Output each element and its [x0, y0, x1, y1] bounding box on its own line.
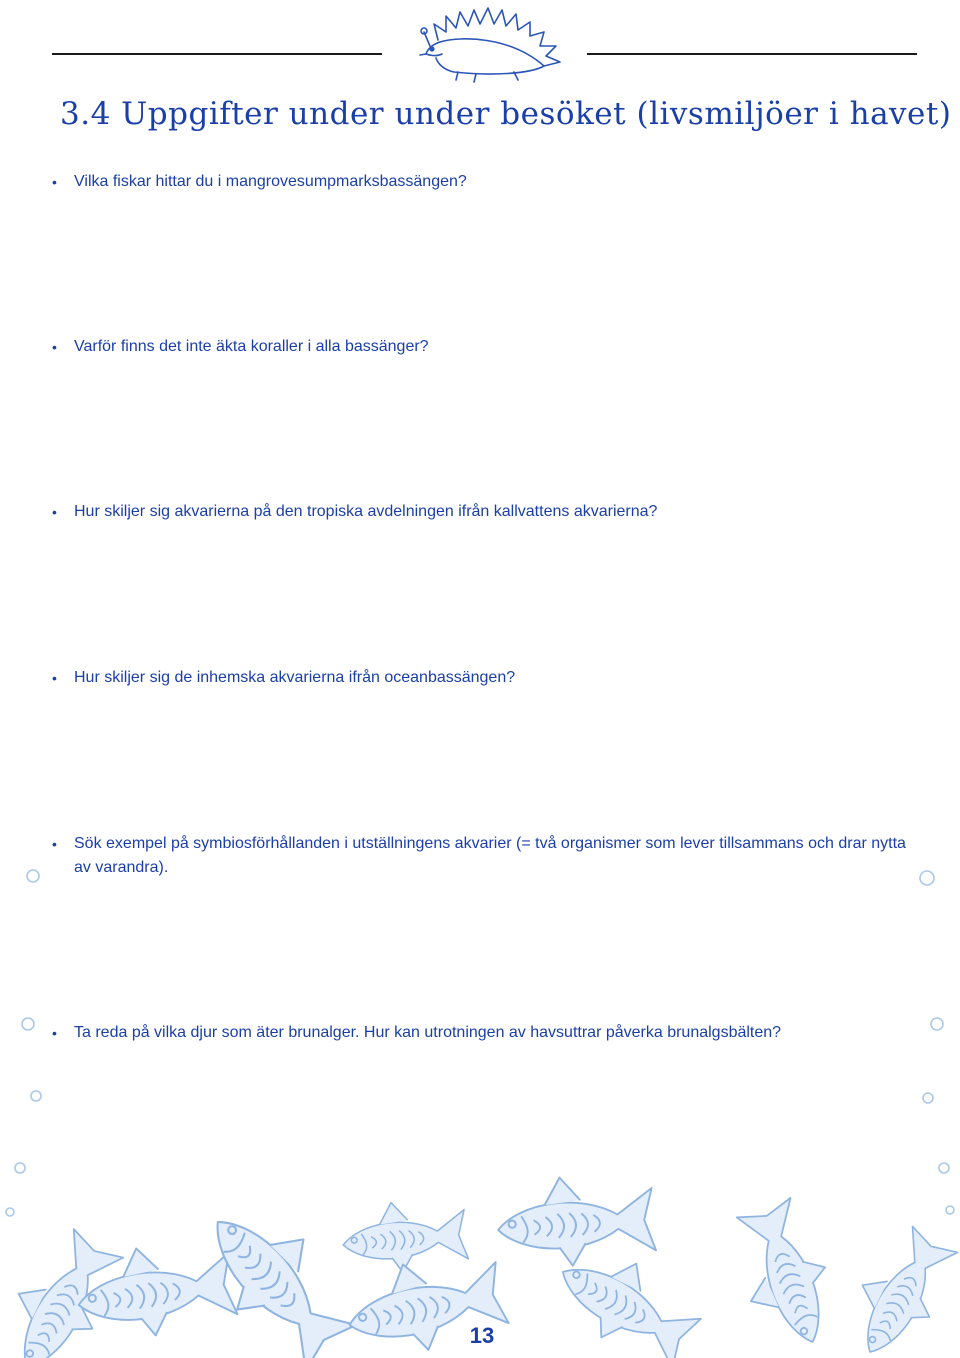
- hedgehog-icon: [410, 2, 570, 84]
- question-text: Hur skiljer sig akvarierna på den tropiska avdelningen ifrån kallvattens akvarierna?: [74, 503, 658, 520]
- question-item-1: [52, 170, 912, 194]
- bullet-icon: •: [52, 836, 57, 852]
- header-rule-left: [52, 53, 382, 55]
- fish-decoration: [0, 840, 960, 1358]
- page-title: 3.4 Uppgifter under under besöket (livsmiljöer i havet): [60, 96, 952, 132]
- question-text: Ta reda på vilka djur som äter brunalger. Hur kan utrotningen av havsuttrar påverka brunalgsbälten?: [74, 1024, 782, 1041]
- bullet-icon: •: [52, 504, 57, 520]
- bullet-icon: •: [52, 670, 57, 686]
- fish-icon: [495, 1171, 657, 1270]
- question-text: Vilka fiskar hittar du i mangrovesumpmarksbassängen?: [74, 173, 467, 190]
- header-rule-right: [587, 53, 917, 55]
- bullet-icon: •: [52, 1025, 57, 1041]
- page-number: 13: [469, 1323, 495, 1348]
- question-text: Hur skiljer sig de inhemska akvarierna ifrån oceanbassängen?: [74, 669, 516, 686]
- question-item-2: [52, 335, 912, 359]
- fish-icon: [722, 1195, 847, 1357]
- question-item-4: [52, 666, 912, 690]
- fish-icon: [835, 1219, 960, 1358]
- bullet-icon: •: [52, 339, 57, 355]
- question-text: Varför finns det inte äkta koraller i alla bassänger?: [74, 338, 429, 355]
- question-text: Sök exempel på symbiosförhållanden i utställningens akvarier (= två organismer som lever tillsammans och drar nytta av varandra).: [74, 835, 906, 876]
- bullet-icon: •: [52, 174, 57, 190]
- question-item-3: [52, 500, 912, 524]
